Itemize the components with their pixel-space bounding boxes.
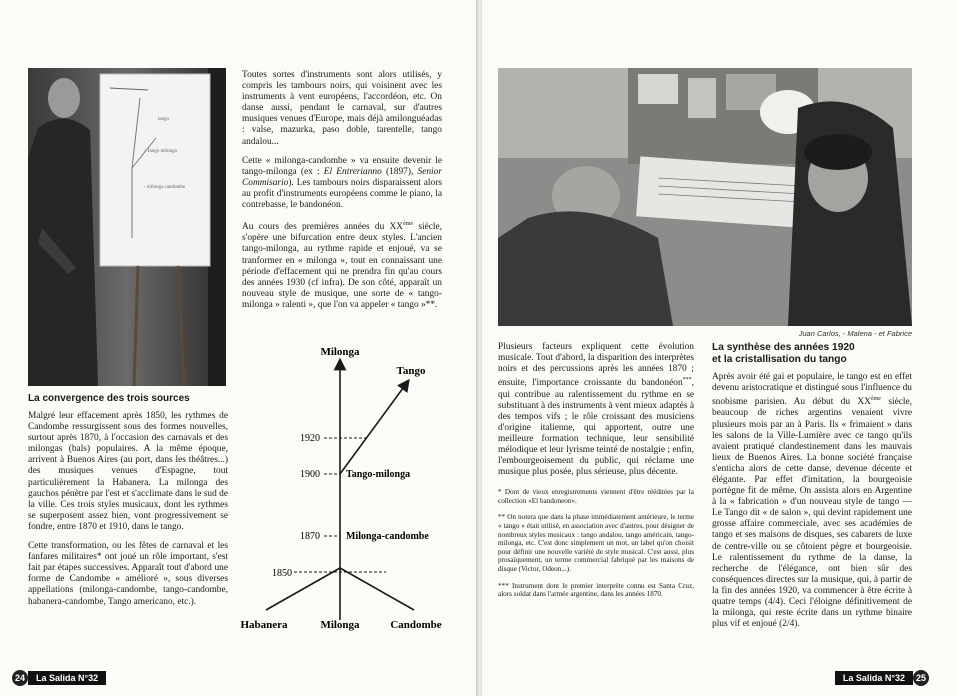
photo-caption-heading: La convergence des trois sources [28,393,190,404]
magazine-name: La Salida N°32 [28,671,106,685]
magazine-name: La Salida N°32 [835,671,913,685]
paragraph: Après avoir été gai et populaire, le tango est en effet devenu aristocratique et distingué sous l'influence du snobisme parisien. Au début du XXème siècle, beaucoup de riches argentins venaient vivre plusieurs mois par an à Paris. Ils « frimaient » dans les salons de la Ville-Lumière avec ce tango qu'ils avaient pratiqué clandestinement dans les mauvais lieux de Buenos Aires. La bonne société française s'enticha alors de cette danse, devenue décente et élégante. Par effet d'imitation, la bourgeoisie portègne fit de même. On assista alors en Argentine à la « fabrication » d'un nouveau style de tango — Le Tango dit « de salon », qui devint rapidement une grosse affaire commerciale, avec ses académies de tango et ses maisons de disques, ses cabarets de luxe de centre-ville ou se côtoient pègre et bourgeoisie. Le ralentissement du rythme de la danse, la recherche de l'élégance, ont bien sûr des conséquences directes sur la musique, qui, à partir de la fin des années 1920, va commencer à être écrite à quatre temps (4/4). Ceci l'éloigne définitivement de la milonga, qui reste écrite dans un rythme binaire plus vif et enjoué (2/4). [712,372,913,630]
paragraph: Cette « milonga-candombe » va ensuite devenir le tango-milonga (ex : El Entrerianno (1897), Senior Commisario). Les tambours noirs disparaissent alors au profit d'instruments européens comme le piano, la contrebasse, le bandonéon. [242,155,442,211]
footnote: *** Instrument dont le premier interprète connu est Santa Cruz, alors soldat dans l'armée argentine, dans les années 1870. [498,581,694,599]
page-left [0,0,476,696]
photo-musicians [498,68,912,326]
page-right [482,0,957,696]
left-column-1 [28,393,228,616]
year-1900: 1900 [300,469,320,480]
paragraph: Cette transformation, ou les fêtes de carnaval et les fanfares militaires* ont joué un rôle important, s'est fait par étapes successives. Apparaît tout d'abord une forme de Candombe « amélioré », sous diverses appellations (milonga-candombe, tango-candombe, habanera-candombe, Tango americano, etc.). [28,541,228,607]
label-milonga-bottom: Milonga [320,619,360,631]
year-1870: 1870 [300,531,320,542]
label-milonga-top: Milonga [320,346,360,358]
paragraph: Malgré leur effacement après 1850, les rythmes de Candombe ressurgissent sous des formes nouvelles, surtout après 1870, à l'occasion des carnavals et des milongas (bals) populaires. A la même époque, arrivent à Buenos Aires (au port, dans les théâtres...) des musiques venues d'Espagne, tout particulièrement la Habanera. La milonga des gauchos pénètre par l'est et s'acclimate dans le sud de la ville. Ces trois styles musicaux, dont les rythmes se superposent assez bien, vont progressivement se fondre, entre 1870 et 1910, dans le tango. [28,411,228,532]
year-1850: 1850 [272,568,292,579]
photo-lecturer-image [28,68,226,386]
page-number: 24 [12,670,28,686]
right-column-2 [712,342,912,638]
label-tango-milonga: Tango-milonga [346,469,411,480]
label-candombe: Candombe [390,619,442,631]
paragraph: Au cours des premières années du XXème siècle, s'opère une bifurcation entre deux styles. L'ancien tango-milonga, au rythme rapide et enjoué, va se tranformer en « milonga », tout en connaissant une période d'effacement qui ne prendra fin qu'au cours des années 1930 (cf infra). De son côté, apparaît un nouveau style de musique, une sorte de « tango-milonga » ralenti », que l'on va appeler « tango »**. [242,221,442,310]
label-tango: Tango [396,365,426,377]
tango-genealogy-diagram [236,340,466,632]
svg-text:tango: tango [158,117,170,122]
footnote: ** On notera que dans la phase immédiatement antérieure, le terme « tango » était utilisé, en association avec d'autres, pour désigner de nombreux styles musicaux : tango andalou, tango américain, tango-milonga, etc. C'est donc simplement un mot, un label qu'on choisit pour définir une nouvelle variété de style musical. C'est aussi, plus prosaïquement, un terme commercial fabriqué par les maisons de disque (Victor, Odeon...). [498,513,694,573]
right-column-1 [498,342,694,607]
song-title: El Entrerianno [323,166,382,177]
photo-caption: Juan Carlos, - Malena - et Fabrice [798,329,912,338]
svg-text:- Tango milonga: - Tango milonga [144,149,177,154]
label-habanera: Habanera [240,619,288,631]
footnote: * Dont de vieux enregistrements viennent d'être rééditées par la collection «El bandoneon». [498,488,694,505]
svg-text:- milonga candombe: - milonga candombe [144,185,186,190]
left-column-2 [242,70,442,319]
folio-right [835,670,929,686]
photo-musicians-image [498,68,912,326]
folio-left [12,670,106,686]
section-heading: La synthèse des années 1920 et la cristallisation du tango [712,342,855,365]
label-milonga-candombe: Milonga-candombe [346,531,429,542]
year-1920: 1920 [300,433,320,444]
tango-branch [340,384,406,474]
photo-lecturer-whiteboard [28,68,226,386]
paragraph: Toutes sortes d'instruments sont alors utilisés, y compris les tambours noirs, qui voisinent avec les instruments à vent européens, l'accordéon, etc. On danse aussi, pendant le carnaval, sur d'autres musiques venues d'Europe, mais déjà amilonguéadas : valse, mazurka, paso doble, tarentelle, tango andalou... [242,70,442,147]
candombe-branch [340,568,414,610]
paragraph: Plusieurs facteurs expliquent cette évolution musicale. Tout d'abord, la disparition des interprètes noirs et des percussions après les années 1870 ; ensuite, l'importance croissante du bandonéon***, qui contribue au ralentissement du rythme en se substituant à des instruments à vent mieux adaptés à des tempos vifs ; le rôle croissant des musiciens d'origine italienne, qui apportent, outre une meilleure formation technique, leur sensibilité mélodique et leur lyrisme teinté de nostalgie ; enfin, l'embourgeoisement du public, qui réclame une musique plus posée, plus sérieuse, plus décente. [498,342,694,478]
song-title: Senior Commisario [242,166,442,188]
page-number: 25 [913,670,929,686]
